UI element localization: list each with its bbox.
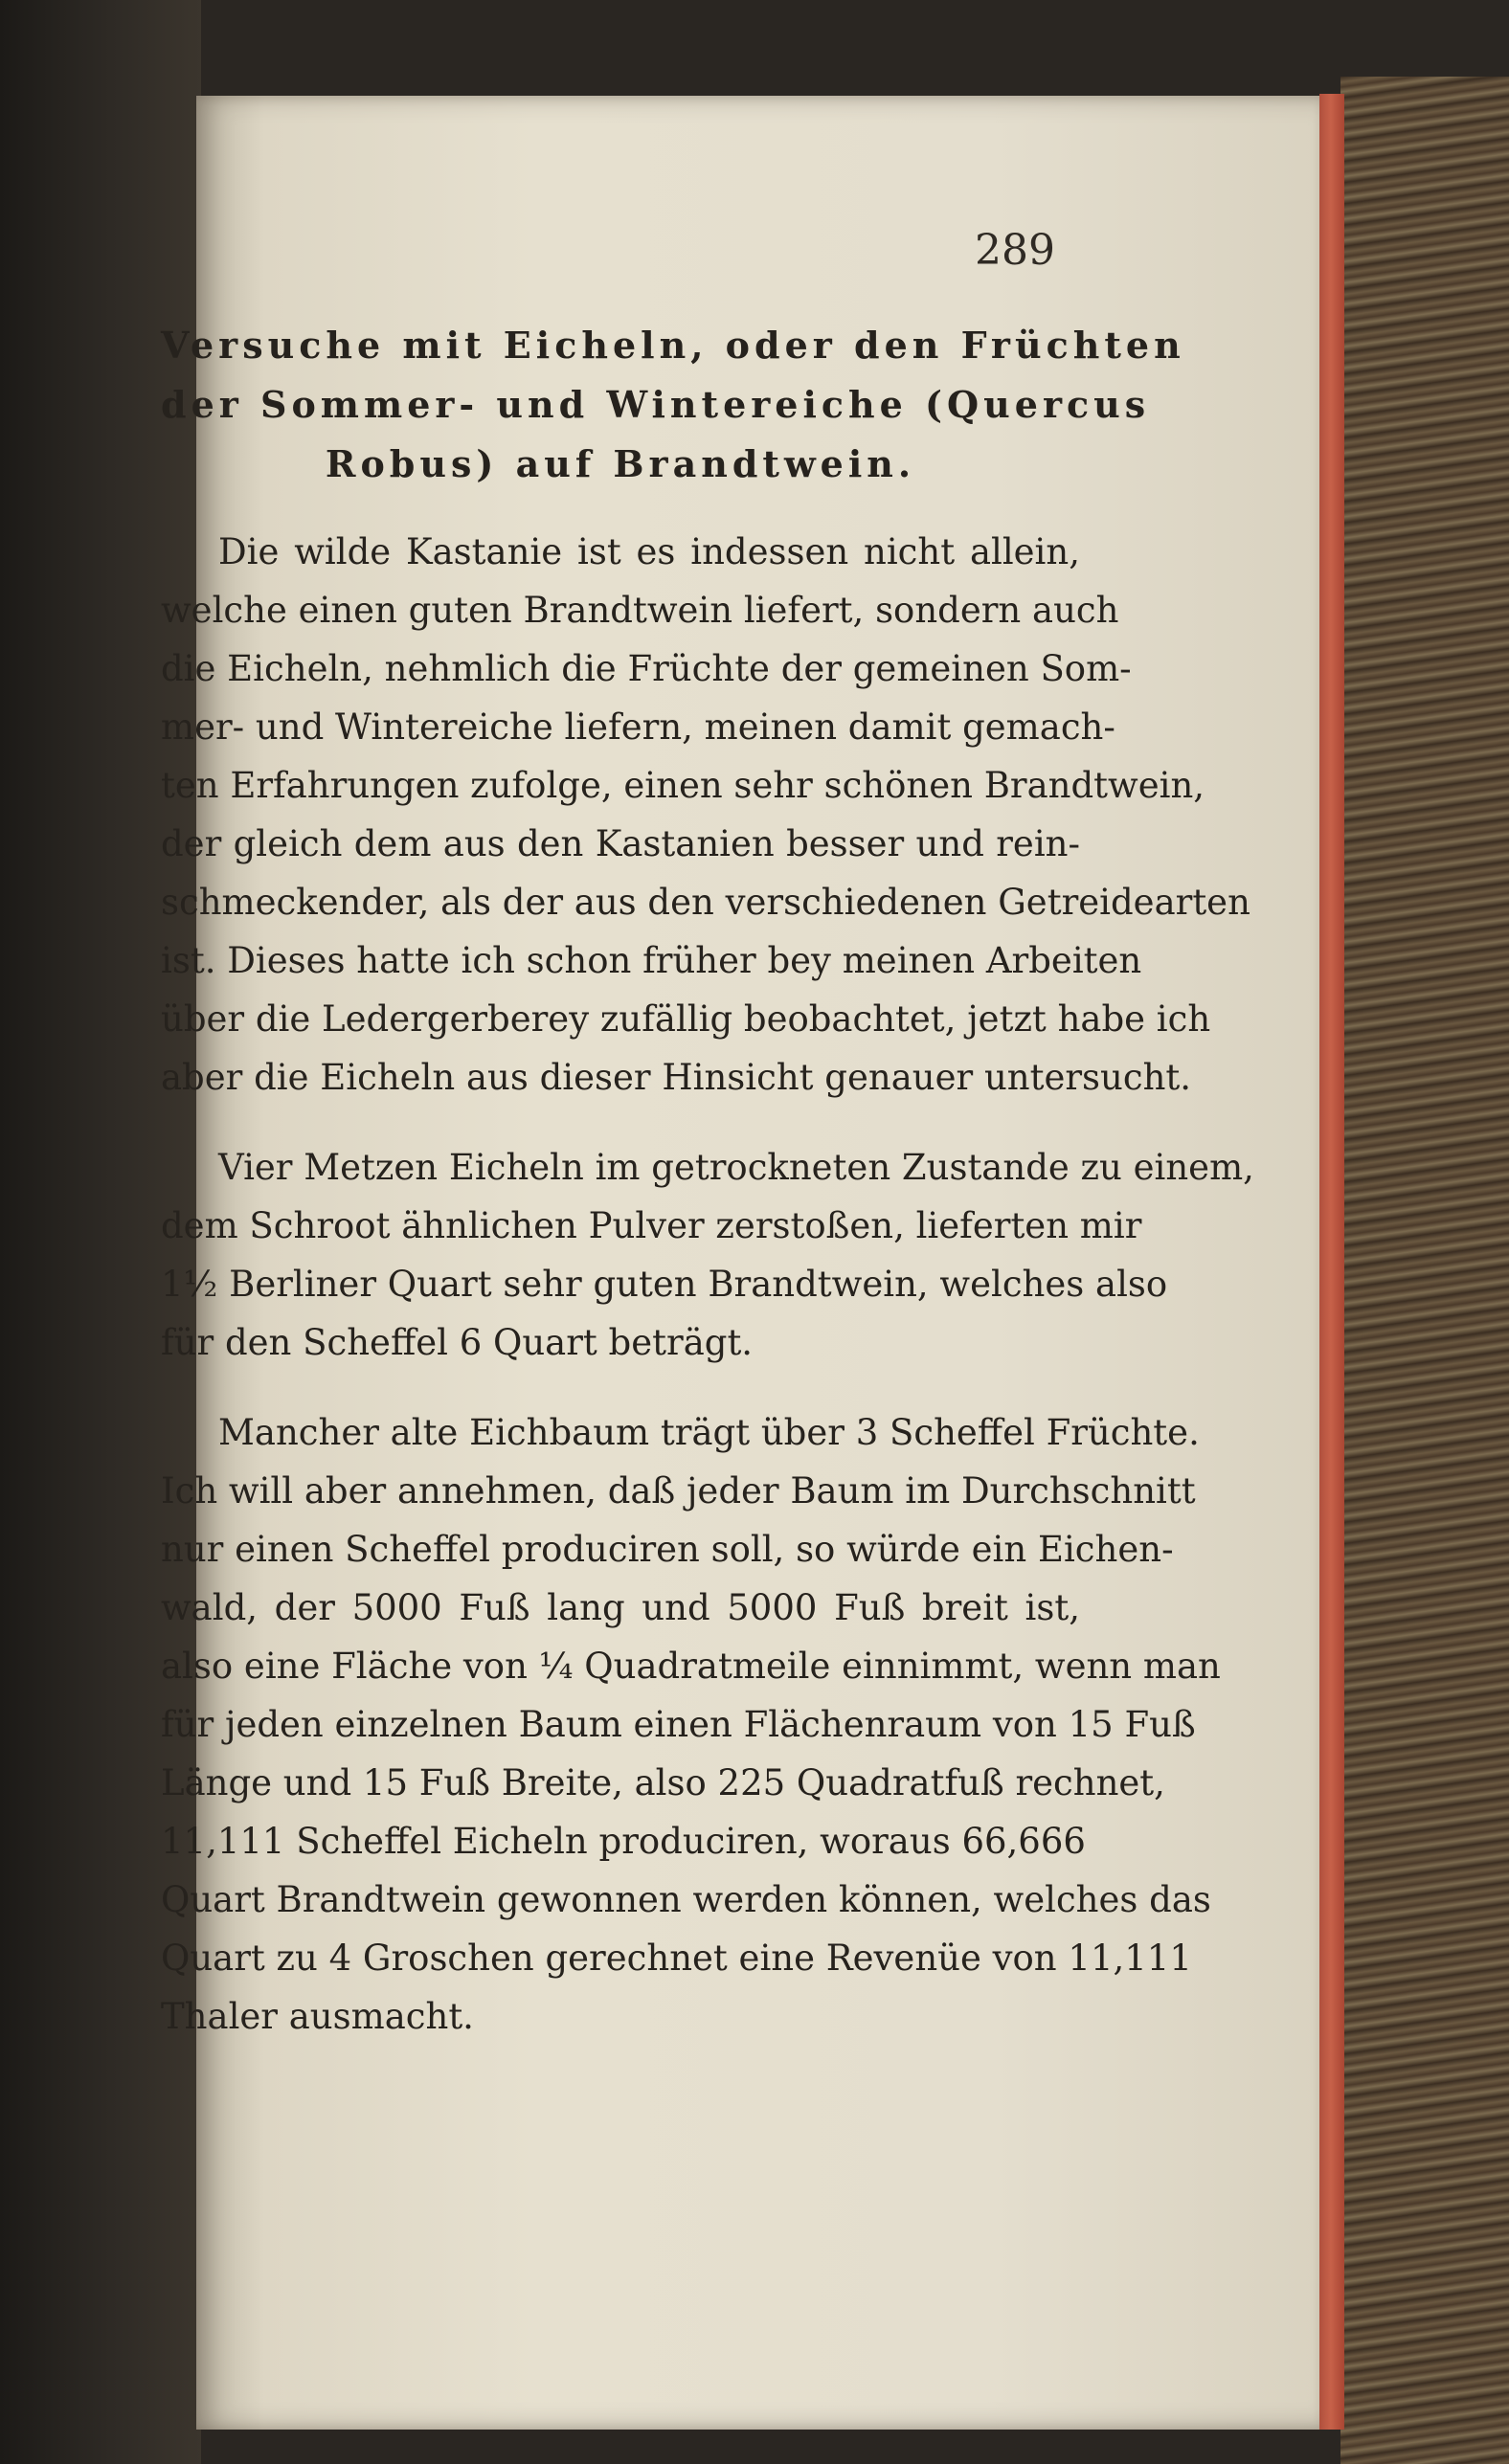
text-line: mer- und Wintereiche liefern, meinen damit gemach- — [161, 706, 1115, 748]
text-line: schmeckender, als der aus den verschiedenen Getreidearten — [161, 882, 1250, 923]
text-line: für den Scheffel 6 Quart beträgt. — [161, 1322, 754, 1363]
text-line: Vier Metzen Eicheln im getrockneten Zustande zu einem, — [218, 1147, 1254, 1188]
text-line: die Eicheln, nehmlich die Früchte der gemeinen Som- — [161, 648, 1132, 689]
text-line: Quart zu 4 Groschen gerechnet eine Revenüe von 11,111 — [161, 1938, 1192, 1979]
text-line: nur einen Scheffel produciren soll, so würde ein Eichen- — [161, 1529, 1174, 1570]
paragraph-1 — [161, 523, 1250, 1107]
text-line: aber die Eicheln aus dieser Hinsicht genauer untersucht. — [161, 1057, 1192, 1098]
text-line: ist. Dieses hatte ich schon früher bey meinen Arbeiten — [161, 940, 1142, 981]
text-line: Ich will aber annehmen, daß jeder Baum im Durchschnitt — [161, 1470, 1196, 1512]
text-line: Mancher alte Eichbaum trägt über 3 Scheffel Früchte. — [218, 1412, 1200, 1453]
text-line: 1½ Berliner Quart sehr guten Brandtwein, welches also — [161, 1264, 1168, 1305]
text-line: Quart Brandtwein gewonnen werden können, welches das — [161, 1879, 1211, 1920]
book-edge — [1340, 77, 1509, 2464]
text-line: Länge und 15 Fuß Breite, also 225 Quadratfuß rechnet, — [161, 1762, 1165, 1803]
red-page-edge — [1319, 94, 1344, 2430]
text-line: über die Ledergerberey zufällig beobachtet, jetzt habe ich — [161, 998, 1211, 1040]
text-line: ten Erfahrungen zufolge, einen sehr schönen Brandtwein, — [161, 765, 1205, 806]
page-text — [161, 316, 1254, 2077]
text-line: 11,111 Scheffel Eicheln produciren, woraus 66,666 — [161, 1821, 1086, 1862]
text-line: für jeden einzelnen Baum einen Flächenraum von 15 Fuß — [161, 1704, 1196, 1745]
text-line: dem Schroot ähnlichen Pulver zerstoßen, lieferten mir — [161, 1205, 1142, 1246]
text-line: wald, der 5000 Fuß lang und 5000 Fuß breit ist, — [161, 1587, 1080, 1628]
title-line: Robus) auf Brandtwein. — [325, 442, 916, 485]
chapter-title — [161, 316, 1185, 494]
title-line: Versuche mit Eicheln, oder den Früchten — [161, 324, 1185, 367]
text-line: Thaler ausmacht. — [161, 1996, 474, 2037]
title-line: der Sommer- und Wintereiche (Quercus — [161, 383, 1151, 426]
paragraph-3 — [161, 1403, 1221, 2046]
text-line: Die wilde Kastanie ist es indessen nicht allein, — [218, 531, 1080, 572]
text-line: der gleich dem aus den Kastanien besser und rein- — [161, 823, 1080, 864]
paragraph-2 — [161, 1138, 1254, 1372]
text-line: also eine Fläche von ¼ Quadratmeile einnimmt, wenn man — [161, 1646, 1221, 1687]
page-number: 289 — [975, 226, 1055, 275]
text-line: welche einen guten Brandtwein liefert, sondern auch — [161, 590, 1119, 631]
